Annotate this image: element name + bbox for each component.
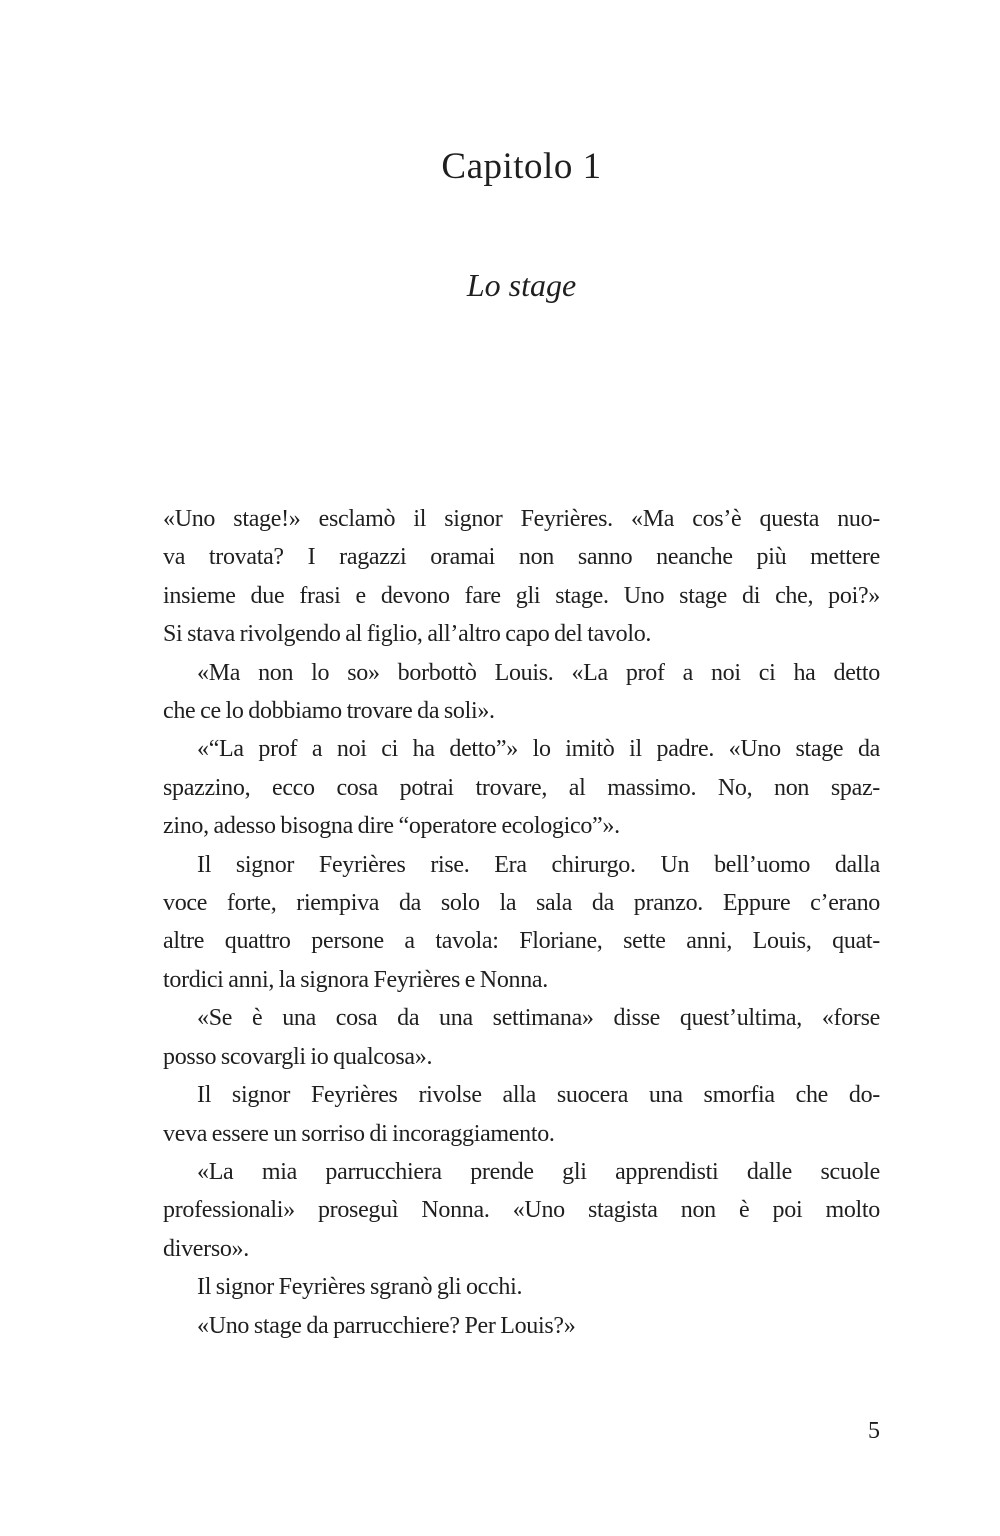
paragraph: [163, 654, 880, 731]
text-line: che ce lo dobbiamo trovare da soli».: [163, 698, 495, 725]
text-line: Il signor Feyrières rivolse alla suocera una smorfia che do-: [197, 1082, 880, 1109]
paragraph: [163, 1268, 880, 1306]
text-line: «Uno stage da parrucchiere? Per Louis?»: [197, 1312, 576, 1339]
text-line: Il signor Feyrières sgranò gli occhi.: [197, 1274, 523, 1301]
paragraph: [163, 500, 880, 654]
text-line: insieme due frasi e devono fare gli stage. Uno stage di che, poi?»: [163, 582, 880, 609]
text-line: professionali» proseguì Nonna. «Uno stagista non è poi molto: [163, 1197, 880, 1224]
paragraph: [163, 1307, 880, 1345]
text-line: diverso».: [163, 1235, 249, 1262]
text-line: spazzino, ecco cosa potrai trovare, al massimo. No, non spaz-: [163, 774, 880, 801]
chapter-title: Capitolo 1: [441, 146, 602, 187]
text-line: «Ma non lo so» borbottò Louis. «La prof a noi ci ha detto: [197, 659, 880, 686]
text-line: veva essere un sorriso di incoraggiamento.: [163, 1120, 555, 1147]
chapter-subtitle: Lo stage: [466, 267, 577, 303]
text-line: «La mia parrucchiera prende gli apprendisti dalle scuole: [197, 1158, 880, 1185]
text-line: va trovata? I ragazzi oramai non sanno neanche più mettere: [163, 544, 880, 571]
paragraph: [163, 730, 880, 845]
paragraph: [163, 1076, 880, 1153]
text-line: posso scovargli io qualcosa».: [163, 1043, 433, 1070]
text-line: Il signor Feyrières rise. Era chirurgo. Un bell’uomo dalla: [197, 851, 880, 878]
text-line: «“La prof a noi ci ha detto”» lo imitò il padre. «Uno stage da: [197, 736, 880, 763]
paragraph: [163, 846, 880, 1000]
text-line: Si stava rivolgendo al figlio, all’altro capo del tavolo.: [163, 621, 652, 648]
text-line: «Uno stage!» esclamò il signor Feyrières. «Ma cos’è questa nuo-: [163, 506, 880, 532]
body-text: [163, 500, 880, 1345]
paragraph: [163, 1153, 880, 1268]
text-line: tordici anni, la signora Feyrières e Nonna.: [163, 966, 548, 993]
text-line: «Se è una cosa da una settimana» disse quest’ultima, «forse: [197, 1005, 880, 1032]
paragraph: [163, 999, 880, 1076]
text-line: voce forte, riempiva da solo la sala da pranzo. Eppure c’erano: [163, 890, 880, 917]
page-number: 5: [868, 1418, 880, 1444]
text-line: zino, adesso bisogna dire “operatore ecologico”».: [163, 813, 620, 840]
text-line: altre quattro persone a tavola: Floriane, sette anni, Louis, quat-: [163, 928, 880, 955]
